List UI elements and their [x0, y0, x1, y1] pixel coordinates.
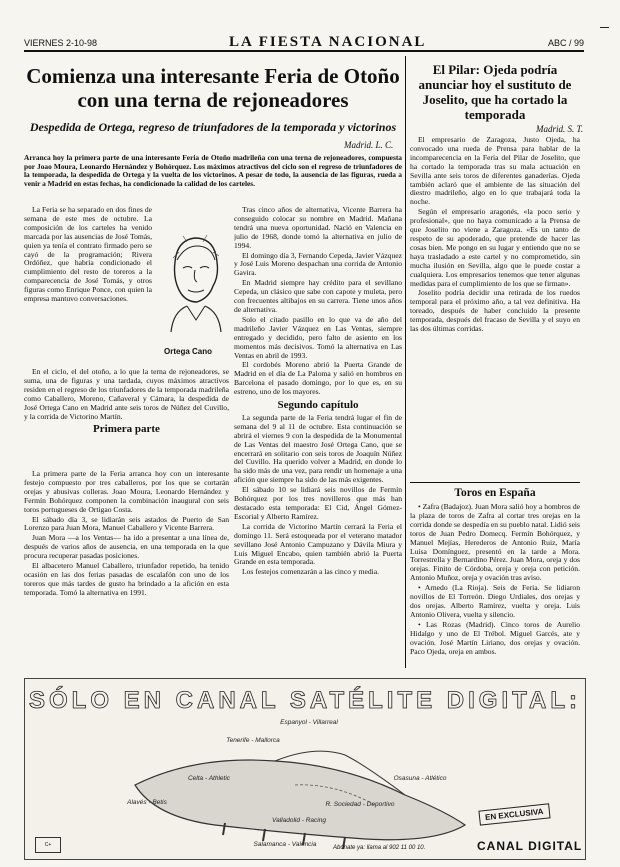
ad-match	[365, 775, 475, 782]
advertisement	[24, 678, 586, 860]
football-boot-icon	[105, 725, 505, 855]
ad-match	[203, 737, 303, 744]
ad-match-label: R. Sociedad - Deportivo	[325, 801, 395, 808]
exclusive-badge: EN EXCLUSIVA	[478, 803, 550, 825]
header-rule	[24, 50, 584, 52]
ad-match-label: Tenerife - Mallorca	[226, 737, 280, 744]
article-paragraph: La corrida de Victorino Martín cerrará la Feria el domingo 11. Será estoqueada por el veterano matador sevillano José Antonio Campuzano y Dávila Miura y Luis Miguel Encabo, quien también abrió la Puerta Grande en esta temporada.	[234, 521, 402, 567]
article-paragraph: El empresario de Zaragoza, Justo Ojeda, ha convocado una rueda de Prensa para hablar de la incomparecencia en la Feria del Pilar de Joselito, que ha cortado la temporada tras su mala actuación en Sevilla ante seis toros de diferentes ganaderías. Ojeda también aclaró que el ambiente de las situación del diestro madrileño, algo en lo que trabajará toda la noche.	[410, 136, 580, 207]
article-paragraph: Los festejos comenzarán a las cinco y media.	[242, 567, 380, 577]
article-paragraph: El domingo día 3, Fernando Cepeda, Javier Vázquez y José Luis Moreno despachan una corrida de Antonio Gavira.	[234, 250, 402, 278]
ad-match-label: Celta - Athletic	[187, 775, 231, 782]
ad-match-label: Salamanca - Valencia	[253, 841, 317, 848]
ad-match	[239, 817, 359, 824]
ad-match-label: Espanyol - Villarreal	[280, 719, 338, 726]
article-column-1	[24, 206, 152, 368]
article-paragraph: En Madrid siempre hay crédito para el sevillano Cepeda, un clásico que sabe con capote y muleta, pero con frecuentes altibajos en su carrera. Tiene unos años de alternativa.	[234, 278, 402, 314]
main-byline: Madrid. L. C.	[344, 140, 394, 150]
article-paragraph: La primera parte de la Feria arranca hoy con un interesante festejo compuesto por tres caballeros, por los que se cortarán orejas y abusivas colleras. Joao Moura, Leonardo Hernández y Fermín Bohórquez componen la combinación inaugural con seis toros portugueses de Ortigao Costa.	[24, 470, 229, 514]
sidebar-headline: El Pilar: Ojeda podría anunciar hoy el sustituto de Joselito, que ha cortado la temporada	[418, 62, 572, 122]
article-paragraph: El sábado día 3, se lidiarán seis astados de Puerto de San Lorenzo para Juan Mora, Manuel Caballero y Vicente Barrera.	[24, 514, 229, 533]
result-item: • Zafra (Badajoz). Juan Mora salió hoy a hombros de la plaza de toros de Zafra al cortar tres orejas en la corrida donde se despedía en su pueblo natal. Lidió seis toros de Juan Pedro Domecq. Fermín Bohórquez, y Manuel Mejías, Herederos de Antonio Ruiz, María Luisa Domínguez, presentó en la tarde a Mora. Torrestrella y Bernardino Pérez. Juan Mora, oreja y dos orejas. Finito de Córdoba, oreja y oreja con petición. Antonio Muñoz, oreja y ovación tras aviso.	[410, 503, 580, 583]
ad-match	[249, 719, 369, 726]
sidebar-rule	[410, 482, 580, 483]
article-paragraph: Juan Mora —a los Ventas— ha ido a presentar a una línea de, después de varios años de ausencia, en una temporada en la que procura recuperar pasadas posiciones.	[24, 533, 229, 561]
logo-icon: C+	[35, 837, 61, 853]
sidebar-byline: Madrid. S. T.	[536, 124, 584, 134]
portrait-illustration	[157, 232, 229, 332]
main-headline: Comienza una interesante Feria de Otoño con una terna de rejoneadores	[26, 64, 400, 112]
article-paragraph: Según el empresario aragonés, «la poco serio y profesional», que no haya comunicado a la Prensa de que Joselito no viene a Zaragoza. «Es un tanto de respeto de su apoderado, que pretende de hacer las cosas bien. Me pongo en su lugar y entiendo que no se haya trasladado a este cartel y no comprometido, sin mucha ilusión en Sevilla, algo que le puede costar a cualquiera. Los empresarios tenemos que tener algunas medidas para el cumplimiento de los que se firman».	[410, 207, 580, 288]
article-paragraph: El cordobés Moreno abrió la Puerta Grande de Madrid en el día de La Paloma y salió en hombros en Barcelona el pasado domingo, por lo que es, en su estreno, uno de los mayores.	[234, 360, 402, 397]
page-number: ABC / 99	[547, 38, 584, 48]
ad-match-label: Alavés - Betis	[127, 799, 167, 806]
main-subheadline: Despedida de Ortega, regreso de triunfadores de la temporada y victorinos	[29, 120, 397, 134]
sidebar-article	[410, 136, 580, 481]
toros-results	[410, 503, 580, 668]
article-paragraph: Joselito podría decidir una retirada de los ruedos temporal para el próximo año, a tal vez definitiva. Ha toreado, después de haber concluido la presente temporada, después del fracaso de Sevilla y el suyo en las dos últimas corridas.	[410, 288, 580, 334]
ad-match-label: Osasuna - Atlético	[393, 775, 447, 782]
result-item: • Las Rozas (Madrid). Cinco toros de Aurelio Hidalgo y uno de El Trébol. Miguel Garcés, ate y ovación. José Martín Liriano, dos orejas y ovación. Paco Ojeda, oreja en ambos.	[410, 619, 580, 656]
ad-match	[305, 801, 415, 808]
article-paragraph: El sábado 10 se lidiará seis novillos de Fermín Bohórquez por los tres novilleros que más han destacado esta temporada: El Cid, Ángel Gómez-Escorial y Alberto Ramírez.	[234, 485, 402, 521]
ad-match	[159, 775, 259, 782]
section-heading: Segundo capítulo	[277, 399, 359, 412]
column-divider	[405, 56, 406, 668]
ad-brand: CANAL DIGITAL	[477, 839, 583, 853]
ad-footer: Abónate ya: llama al 902 11 00 10.	[333, 845, 426, 851]
article-paragraph: Tras cinco años de alternativa, Vicente Barrera ha conseguido colocar su nombre en Madrid. Mañana tendrá una nueva oportunidad. Nació en Valencia en julio de 1968, donde tomó la alternativa en julio de 1994.	[234, 206, 402, 250]
article-column-2	[234, 206, 402, 668]
article-paragraph: El albacetero Manuel Caballero, triunfador repetido, ha tenido ocasión en las dos ferias pasadas de escalafón con uno de los toreros que más tardes de gusto ha brindado a la afición en esta temporada. Tomó la alternativa en 1991.	[24, 561, 229, 597]
article-paragraph: La segunda parte de la Feria tendrá lugar el fin de semana del 9 al 11 de octubre. Esta continuación se abrirá el viernes 9 con la despedida de la Monumental de Las Ventas del maestro José Ortega Cano, que se encerrará en solitario con seis toros de Joaquín Núñez del Cuvillo. Ha querido volver a Madrid, en donde lo ha sido más de una vez, para rendir un homenaje a una afición que siempre ha sido de las más exigentes.	[234, 412, 402, 485]
margin-mark: —	[600, 22, 609, 32]
article-column-1-part2	[24, 470, 229, 668]
section-title: LA FIESTA NACIONAL	[229, 34, 427, 50]
toros-heading: Toros en España	[454, 487, 536, 499]
ad-match-label: Valladolid - Racing	[272, 817, 326, 824]
section-heading: Primera parte	[93, 423, 160, 436]
ad-match	[97, 799, 197, 806]
main-lede: Arranca hoy la primera parte de una interesante Feria de Otoño madrileña con una terna de rejoneadores, compuesta por Joao Moura, Leonardo Hernández y Bohórquez. Los máximos atractivos del ciclo son el regreso de triunfadores de la temporada, la despedida de Ortega y la vuelta de los victorinos. A pesar de todo, la ausencia de las figuras, rueda a venir a Madrid en estas fechas, ha condicionado la calidad de los carteles.	[24, 153, 402, 188]
portrait-caption: Ortega Cano	[164, 347, 213, 356]
result-item: • Arnedo (La Rioja). Seis de Feria. Se lidiaron novillos de El Torreón. Diego Urdiales, dos orejas y dos orejas. Alberto Ramírez, vuelta y oreja. Luis Antonio Olivera, vuelta y silencio.	[410, 583, 580, 619]
page-header	[24, 34, 584, 50]
article-paragraph: Solo el citado pasillo en lo que va de año del madrileño Javier Vázquez en Las Ventas, siempre entregado y decidido, pero falto de asiento en los momentos más decisivos. Tomó la alternativa en Las Ventas en abril de 1993.	[234, 314, 402, 360]
header-date: VIERNES 2-10-98	[24, 38, 98, 48]
article-paragraph: La Feria se ha separado en dos fines de semana de este mes de octubre. La composición de los carteles ha venido marcada por las ausencias de José Tomás, quien ya tenía el contrato firmado pero se cayó de la programación; Rivera Ordóñez, que habría condicionado el cumplimiento del resto de toreros a la comparecencia de José Tomás, y otros figuras como Enrique Ponce, con quien la empresa mantuvo conversaciones.	[24, 206, 152, 304]
article-column-1-continued	[24, 368, 229, 468]
ad-match	[225, 841, 345, 848]
article-paragraph: En el ciclo, el del otoño, a lo que la terna de rejoneadores, se suma, una de figuras y una tardada, cuyos máximos atractivos residen en el regreso de los triunfadores de la temporada madrileña como Caballero, Moreno, Cañaveral y Cámara, la despedida de José Ortega Cano en Madrid ante seis toros de Núñez del Cuvillo, y la corrida de Victorino Martín.	[24, 368, 229, 421]
ad-title: SÓLO EN CANAL SATÉLITE DIGITAL:	[29, 687, 581, 714]
